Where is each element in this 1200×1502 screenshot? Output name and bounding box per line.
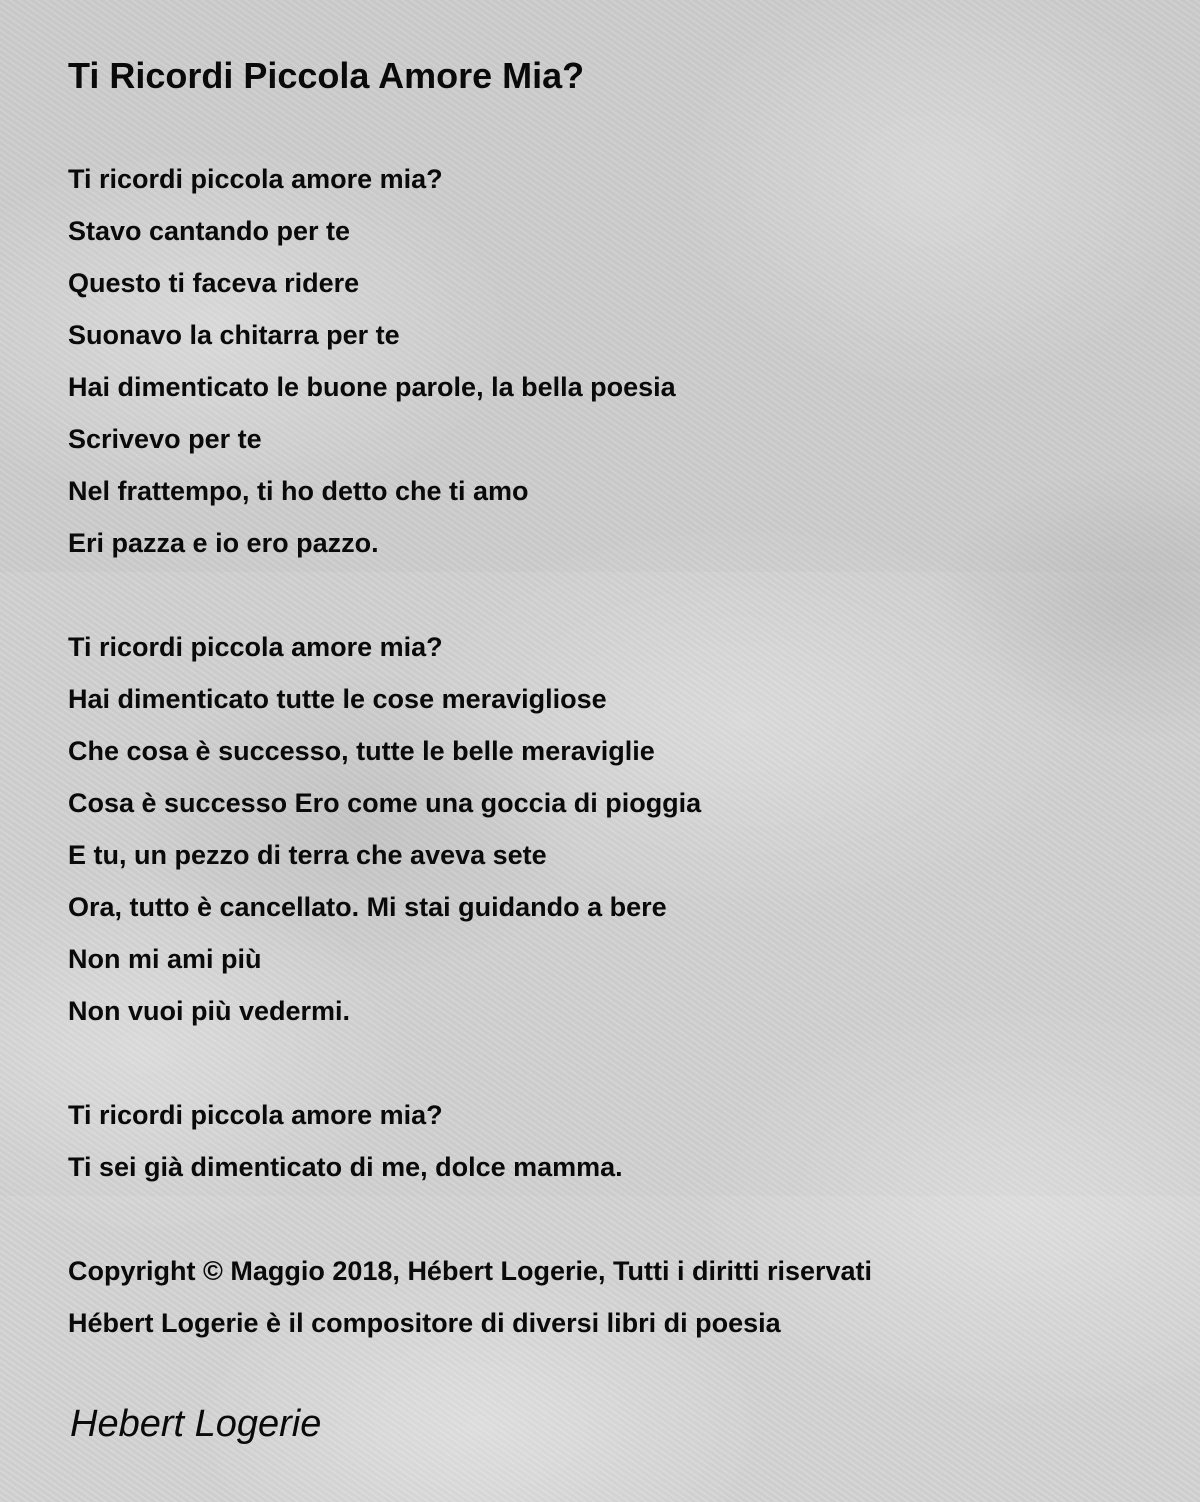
poem-line: Stavo cantando per te xyxy=(68,216,351,246)
author-bio: Hébert Logerie è il compositore di diversi libri di poesia xyxy=(68,1308,781,1338)
stanza-2 xyxy=(68,621,701,1037)
poem-line: Scrivevo per te xyxy=(68,424,262,454)
poem-line: Cosa è successo Ero come una goccia di pioggia xyxy=(68,788,702,818)
poem-line: Non mi ami più xyxy=(68,944,262,974)
poem-line: Non vuoi più vedermi. xyxy=(68,996,351,1026)
background-band-bottom xyxy=(0,1196,1200,1502)
stanza-1 xyxy=(68,153,676,569)
poem-line: Ti ricordi piccola amore mia? xyxy=(68,632,443,662)
footer xyxy=(68,1245,872,1349)
poem-line: Hai dimenticato tutte le cose meravigliose xyxy=(68,684,607,714)
poem-line: Suonavo la chitarra per te xyxy=(68,320,400,350)
poem-line: Ti ricordi piccola amore mia? xyxy=(68,1100,443,1130)
poem-line: Che cosa è successo, tutte le belle meraviglie xyxy=(68,736,655,766)
author-signature: Hebert Logerie xyxy=(70,1403,322,1445)
copyright-notice: Copyright © Maggio 2018, Hébert Logerie, Tutti i diritti riservati xyxy=(68,1256,873,1286)
poem-line: Hai dimenticato le buone parole, la bella poesia xyxy=(68,372,676,402)
poem-title: Ti Ricordi Piccola Amore Mia? xyxy=(68,55,585,96)
poem-line: Ti ricordi piccola amore mia? xyxy=(68,164,443,194)
poem-line: E tu, un pezzo di terra che aveva sete xyxy=(68,840,547,870)
poem-line: Nel frattempo, ti ho detto che ti amo xyxy=(68,476,529,506)
poem-line: Ti sei già dimenticato di me, dolce mamma. xyxy=(68,1152,623,1182)
stanza-3 xyxy=(68,1089,623,1193)
poem-line: Ora, tutto è cancellato. Mi stai guidando a bere xyxy=(68,892,667,922)
poem-line: Eri pazza e io ero pazzo. xyxy=(68,528,379,558)
poem-line: Questo ti faceva ridere xyxy=(68,268,360,298)
